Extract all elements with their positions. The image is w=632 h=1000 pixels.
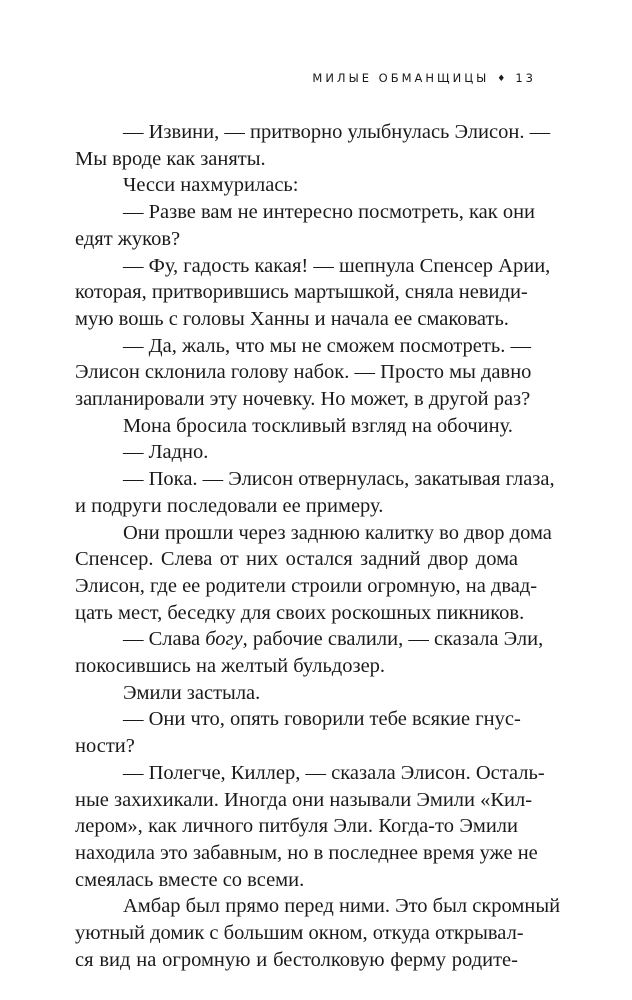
paragraph — [75, 466, 555, 519]
text-line: — Ладно. — [123, 441, 209, 464]
diamond-separator-icon: ♦ — [497, 74, 506, 84]
text-line: Они прошли через заднюю калитку во двор дома — [123, 521, 552, 544]
paragraph — [75, 199, 536, 252]
paragraph — [75, 706, 521, 759]
text-line: Спенсер. Слева от них остался задний двор дома — [75, 548, 518, 571]
text-line: ные захихикали. Иногда они называли Эмили «Кил- — [75, 788, 533, 811]
text-line: едят жуков? — [75, 227, 181, 250]
text-line: ся вид на огромную и бестолковую ферму родите- — [75, 948, 518, 971]
paragraph — [75, 172, 518, 199]
emphasis-word: богу — [205, 628, 243, 651]
paragraph — [75, 253, 551, 333]
text-line: — Да, жаль, что мы не сможем посмотреть. — — [123, 334, 531, 357]
text-line: — Разве вам не интересно посмотреть, как они — [123, 201, 536, 224]
paragraph — [75, 119, 551, 172]
text-line: покосившись на желтый бульдозер. — [75, 655, 386, 678]
text-line: Мы вроде как заняты. — [75, 147, 266, 170]
text-line: — Они что, опять говорили тебе всякие гнус- — [123, 708, 521, 731]
text-line: Элисон, где ее родители строили огромную, на двад- — [75, 574, 538, 597]
paragraph — [75, 413, 518, 440]
text-line: Элисон склонила голову набок. — Просто мы давно — [75, 361, 532, 384]
paragraph — [75, 760, 545, 894]
text-line: которая, притворившись мартышкой, сняла невиди- — [75, 281, 528, 304]
text-line: Эмили застыла. — [123, 681, 261, 704]
paragraph — [75, 333, 532, 413]
text-line: ности? — [75, 735, 135, 758]
text-line: Чесси нахмурилась: — [123, 174, 299, 197]
text-line: запланировали эту ночевку. Но может, в другой раз? — [75, 388, 531, 411]
text-line: — Слава богу, рабочие свалили, — сказала Эли, — [123, 628, 544, 651]
text-line: — Пока. — Элисон отвернулась, закатывая глаза, — [123, 468, 555, 491]
text-line: мую вошь с головы Ханны и начала ее смаковать. — [75, 307, 509, 330]
text-line: находила это забавным, но в последнее время уже не — [75, 841, 538, 864]
text-line: Амбар был прямо перед ними. Это был скромный — [123, 895, 561, 918]
page-number: 13 — [515, 71, 536, 85]
paragraph — [75, 520, 552, 627]
paragraph — [75, 439, 518, 466]
text-line: и подруги последовали ее примеру. — [75, 494, 384, 517]
paragraph — [75, 626, 544, 679]
book-title: МИЛЫЕ ОБМАНЩИЦЫ — [312, 71, 490, 85]
running-header — [312, 70, 536, 87]
text-line: цать мест, беседку для своих роскошных пикников. — [75, 601, 525, 624]
text-line: лером», как личного питбуля Эли. Когда-то Эмили — [75, 815, 518, 838]
text-line: Мона бросила тоскливый взгляд на обочину. — [123, 414, 513, 437]
text-line: — Полегче, Киллер, — сказала Элисон. Осталь- — [123, 761, 545, 784]
text-line: — Извини, — притворно улыбнулась Элисон. — — [123, 121, 551, 143]
text-line: смеялась вместе со всеми. — [75, 868, 305, 891]
body-text — [75, 119, 561, 974]
paragraph — [75, 893, 561, 973]
text-line: уютный домик с большим окном, откуда открывал- — [75, 922, 524, 945]
text-line: — Фу, гадость какая! — шепнула Спенсер Арии, — [123, 254, 551, 277]
paragraph — [75, 680, 518, 707]
